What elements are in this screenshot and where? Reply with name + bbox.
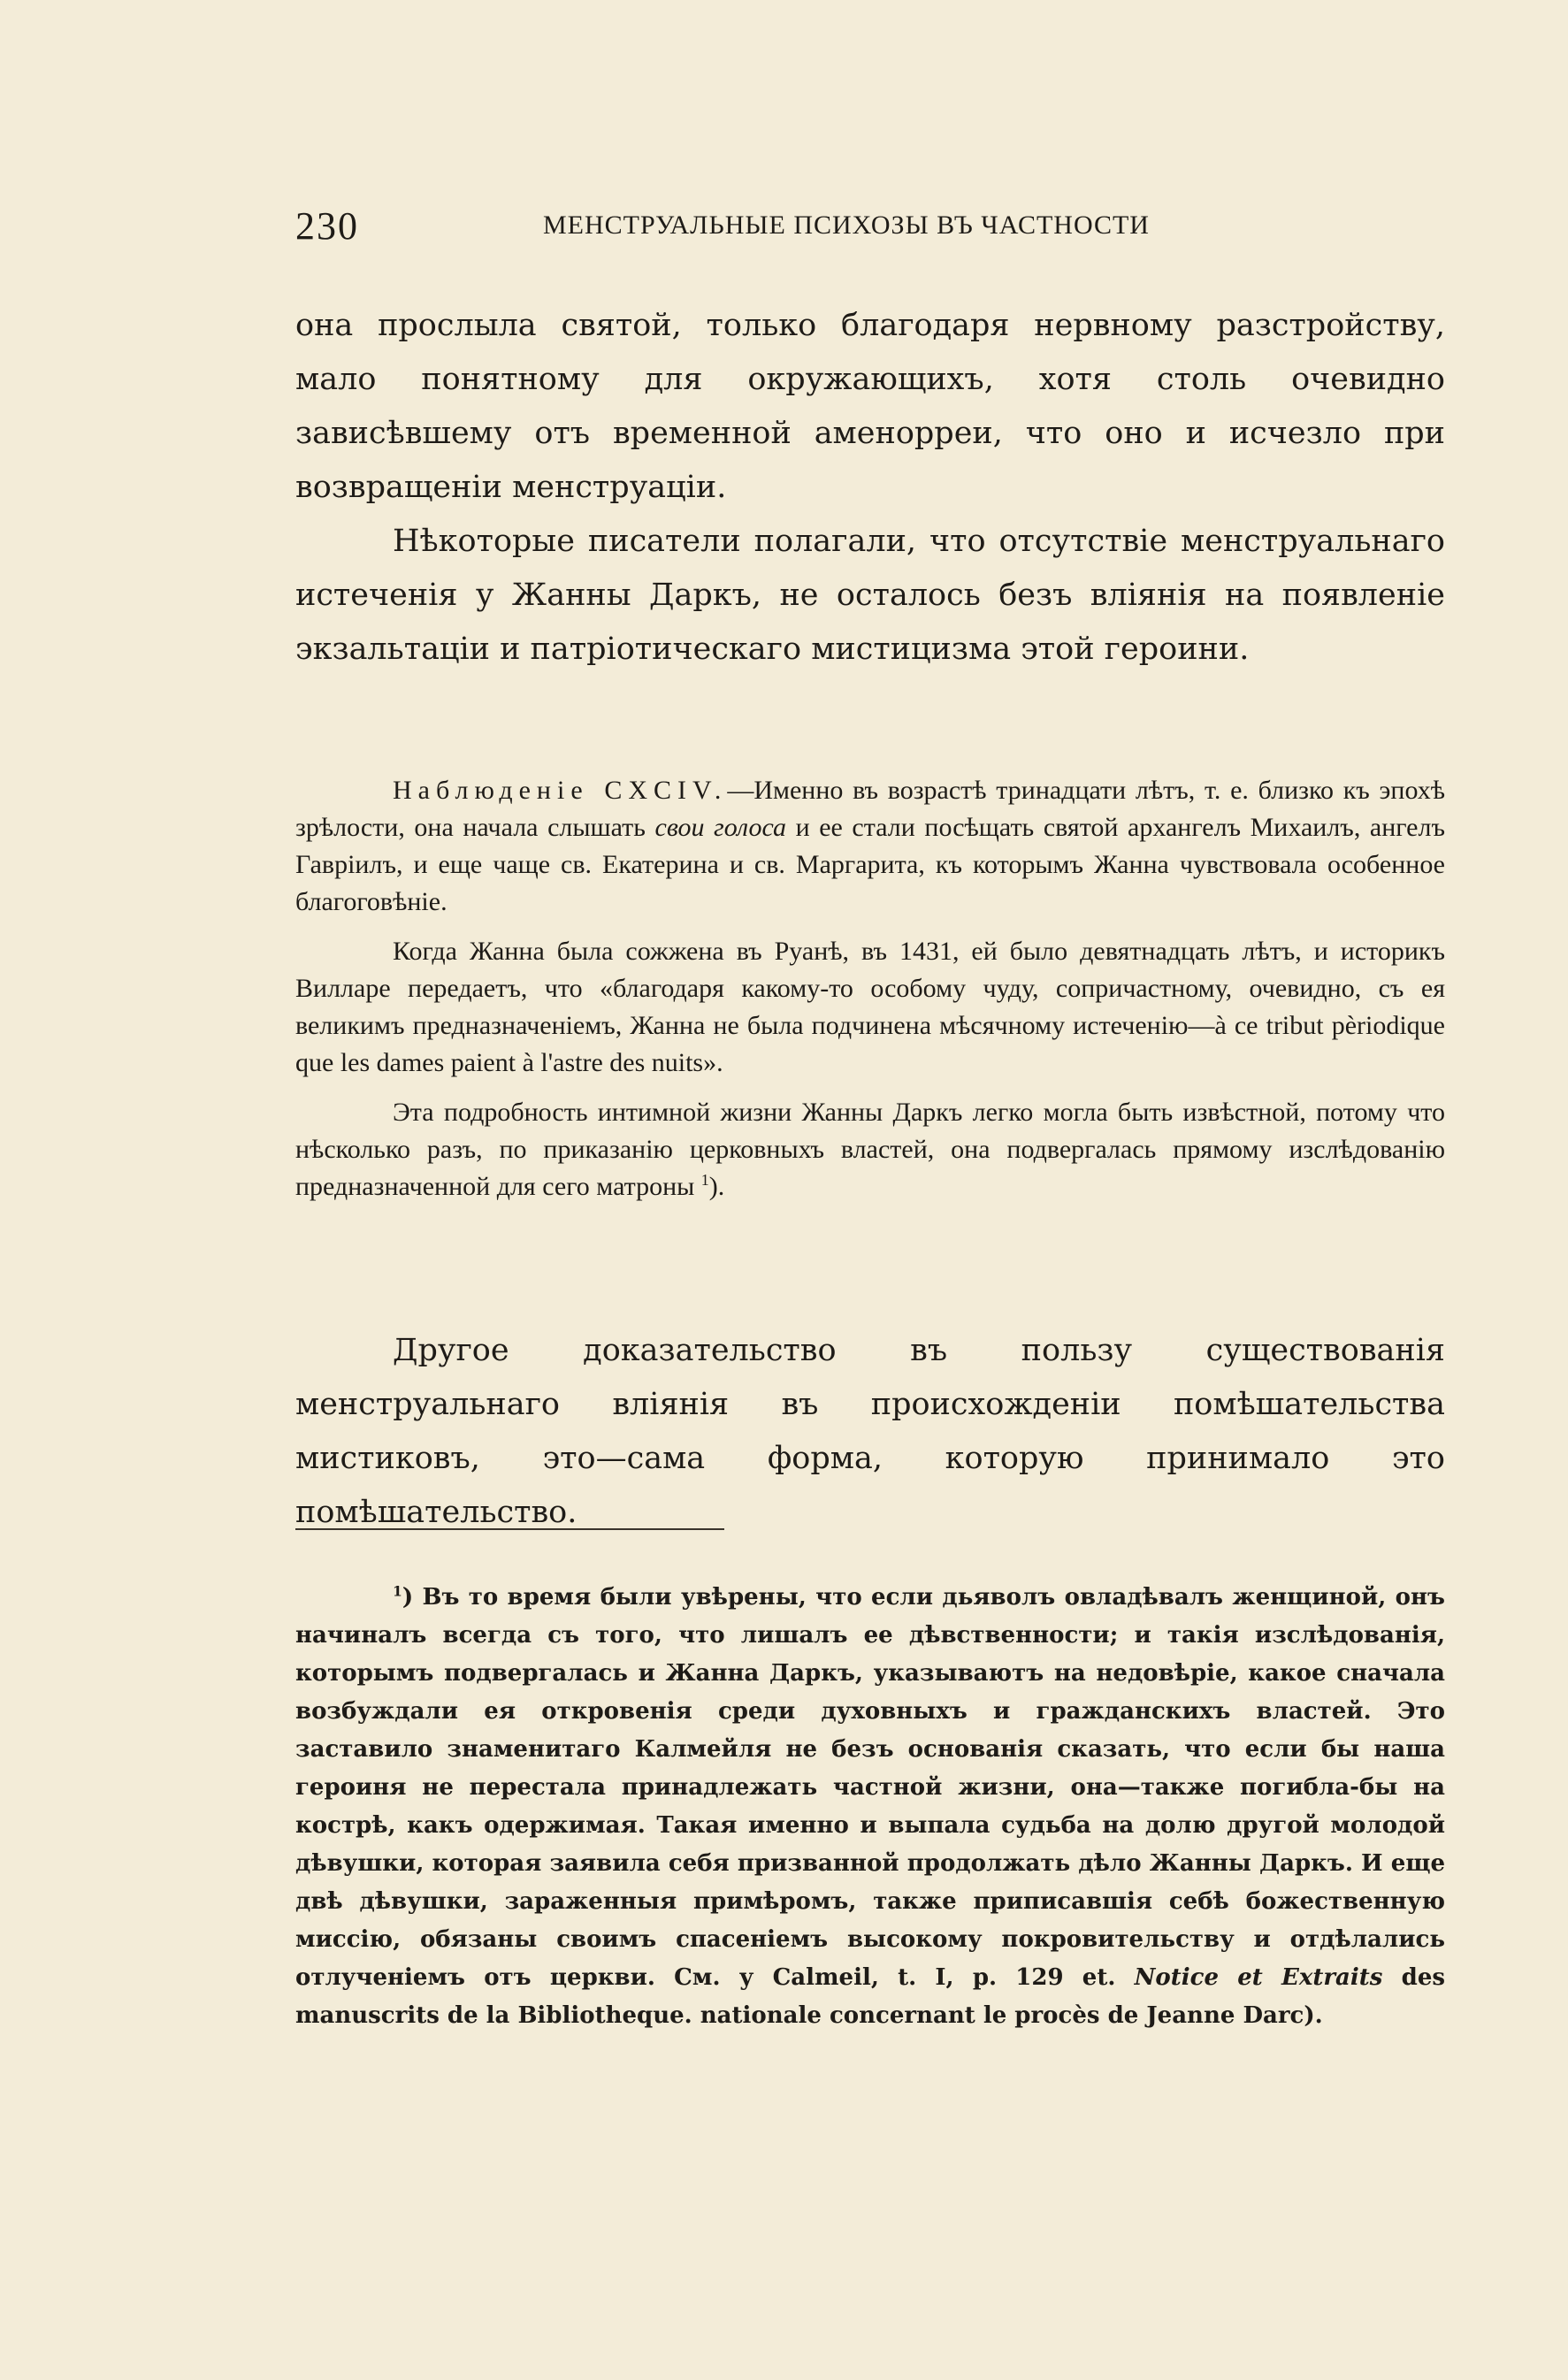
running-title: МЕНСТРУАЛЬНЫЕ ПСИХОЗЫ ВЪ ЧАСТНОСТИ xyxy=(543,210,1150,240)
observation-text-3: Эта подробность интимной жизни Жанны Даркъ легко могла быть извѣстной, потому что нѣсколько разъ, по приказанію церковныхъ властей, она подвергалась прямому изслѣдованію предназначенной для сего матроны xyxy=(295,1098,1445,1201)
observation-text-1b: и ее стали посѣщать святой архангелъ Михаилъ, ангелъ Гавріилъ, и еще чаще св. Екатерина и св. Маргарита, къ которымъ Жанна чувствовала особенное благоговѣніе. xyxy=(295,813,1445,916)
observation-text-1a: —Именно въ возрастѣ тринадцати лѣтъ, т. е. близко къ эпохѣ зрѣлости, она начала слышать xyxy=(295,776,1445,842)
footnote-reference: 1 xyxy=(700,1171,709,1189)
footnote-text-b: des manuscrits de la Bibliotheque. nationale concernant le procès de Jeanne Darc). xyxy=(295,1964,1445,2029)
observation-label: Наблюденіе CXCIV. xyxy=(393,776,728,805)
observation-italic-voices: свои голоса xyxy=(654,813,786,842)
footnote-divider xyxy=(295,1528,724,1530)
page-header xyxy=(295,203,1224,256)
observation-block xyxy=(295,772,1445,1218)
observation-paragraph-2: Когда Жанна была сожжена въ Руанѣ, въ 1431, ей было девятнадцать лѣтъ, и историкъ Вилларе передаетъ, что «благодаря какому-то особому чуду, сопричастному, очевидно, съ ея великимъ предназначеніемъ, Жанна не была подчинена мѣсячному истеченію—à ce tribut pèriodique que les dames paient à l'astre des nuits». xyxy=(295,937,1445,1077)
footnote-marker: 1 xyxy=(393,1582,402,1600)
main-text-bottom xyxy=(295,1324,1445,1540)
paragraph-evidence: Другое доказательство въ пользу существованія менструальнаго вліянія въ происхожденіи помѣшательства мистиковъ, это—сама форма, которую принимало это помѣшательство. xyxy=(295,1333,1445,1530)
footnote-paragraph xyxy=(295,1579,1445,2035)
observation-text-3-end: ). xyxy=(708,1172,725,1201)
paragraph-writers: Нѣкоторые писатели полагали, что отсутствіе менструальнаго истеченія у Жанны Даркъ, не осталось безъ вліянія на появленіе экзальтаціи и патріотическаго мистицизма этой героини. xyxy=(295,524,1445,667)
observation-paragraph-1 xyxy=(295,772,1445,921)
main-text-top xyxy=(295,299,1445,677)
footnote-text-a: ) Въ то время были увѣрены, что если дьяволъ овладѣвалъ женщиной, онъ начиналъ всегда съ того, что лишалъ ее дѣвственности; и такія изслѣдованія, которымъ подвергалась и Жанна Даркъ, указываютъ на недовѣріе, какое сначала возбуждали ея откровенія среди духовныхъ и гражданскихъ властей. Это заставило знаменитаго Калмейля не безъ основанія сказать, что если бы наша героиня не перестала принадлежать частной жизни, она—также погибла-бы на кострѣ, какъ одержимая. Такая именно и выпала судьба на долю другой молодой дѣвушки, которая заявила себя призванной продолжать дѣло Жанны Даркъ. И еще двѣ дѣвушки, зараженныя примѣромъ, также приписавшія себѣ божественную миссію, обязаны своимъ спасеніемъ высокому покровительству и отдѣлались отлученіемъ отъ церкви. См. у Calmeil, t. I, p. 129 et. xyxy=(295,1584,1445,1991)
observation-paragraph-3 xyxy=(295,1094,1445,1205)
footnote-italic-title: Notice et Extraits xyxy=(1134,1964,1383,1991)
footnote xyxy=(295,1579,1445,2035)
paragraph-continuation: она прослыла святой, только благодаря нервному разстройству, мало понятному для окружающихъ, хотя столь очевидно зависѣвшему отъ временной аменорреи, что оно и исчезло при возвращеніи менструаціи. xyxy=(295,308,1445,505)
page-number: 230 xyxy=(295,204,359,248)
